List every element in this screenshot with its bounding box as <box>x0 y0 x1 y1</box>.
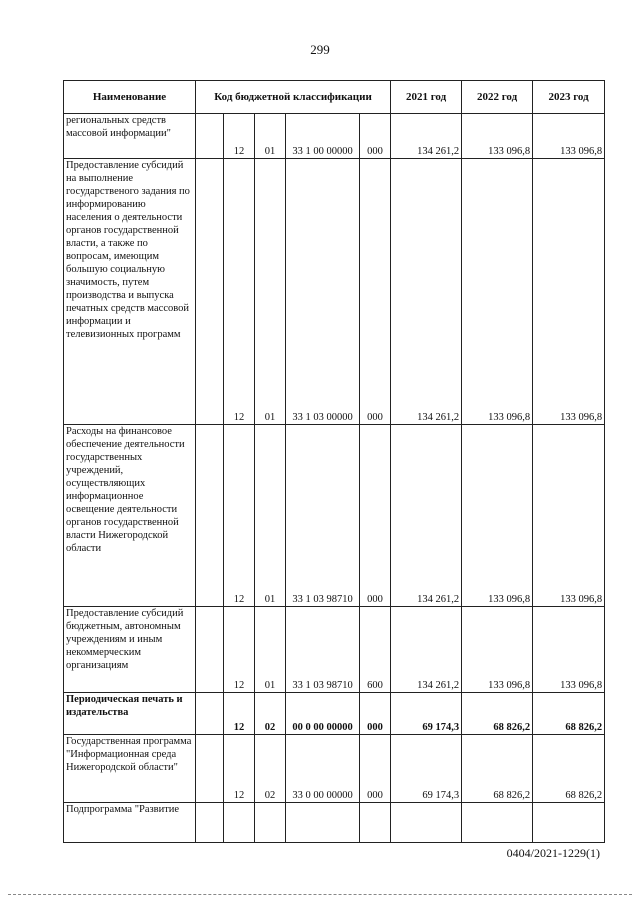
row-expense-type: 000 <box>360 735 391 803</box>
header-2021: 2021 год <box>391 81 462 114</box>
row-section: 12 <box>224 114 255 159</box>
row-section: 12 <box>224 735 255 803</box>
row-subsection: 02 <box>255 735 286 803</box>
row-target-code: 33 1 03 98710 <box>286 607 360 693</box>
row-value-2021: 134 261,2 <box>391 159 462 425</box>
row-expense-type <box>360 803 391 843</box>
table-row <box>64 693 605 735</box>
row-value-2021: 134 261,2 <box>391 114 462 159</box>
row-subsection: 01 <box>255 425 286 607</box>
row-name: региональных средств массовой информации" <box>64 114 196 159</box>
table-header-row <box>64 81 605 114</box>
page-number: 299 <box>310 42 330 57</box>
row-value-2023: 68 826,2 <box>533 735 605 803</box>
table-row <box>64 425 605 607</box>
row-value-2022 <box>462 803 533 843</box>
row-value-2023: 133 096,8 <box>533 159 605 425</box>
row-value-2022: 133 096,8 <box>462 159 533 425</box>
table-body <box>64 114 605 843</box>
row-name: Подпрограмма "Развитие <box>64 803 196 843</box>
row-value-2023: 133 096,8 <box>533 114 605 159</box>
row-subsection: 01 <box>255 159 286 425</box>
row-section <box>224 803 255 843</box>
header-2022: 2022 год <box>462 81 533 114</box>
row-blank <box>196 803 224 843</box>
row-name: Предоставление субсидий на выполнение государственого задания по информированию населения о деятельности органов государственной власти, а также по вопросам, имеющим большую социальную значимость, путем производства и выпуска печатных средств массовой информации и телевизионных программ <box>64 159 196 425</box>
row-subsection: 02 <box>255 693 286 735</box>
row-value-2023: 133 096,8 <box>533 425 605 607</box>
row-value-2021: 69 174,3 <box>391 693 462 735</box>
header-code: Код бюджетной классификации <box>196 81 391 114</box>
row-subsection: 01 <box>255 607 286 693</box>
row-section: 12 <box>224 693 255 735</box>
row-name: Государственная программа "Информационная среда Нижегородской области" <box>64 735 196 803</box>
row-name: Предоставление субсидий бюджетным, автономным учреждениям и иным некоммерческим организациям <box>64 607 196 693</box>
document-number: 0404/2021-1229(1) <box>506 846 600 860</box>
row-section: 12 <box>224 159 255 425</box>
row-value-2022: 68 826,2 <box>462 693 533 735</box>
row-name: Расходы на финансовое обеспечение деятельности государственных учреждений, осуществляющих информационное освещение деятельности органов государственной власти Нижегородской области <box>64 425 196 607</box>
row-value-2021: 134 261,2 <box>391 607 462 693</box>
row-section: 12 <box>224 607 255 693</box>
header-name: Наименование <box>64 81 196 114</box>
row-value-2021: 69 174,3 <box>391 735 462 803</box>
row-value-2021: 134 261,2 <box>391 425 462 607</box>
row-blank <box>196 159 224 425</box>
row-blank <box>196 735 224 803</box>
row-target-code: 33 0 00 00000 <box>286 735 360 803</box>
budget-table <box>63 80 605 843</box>
table-row <box>64 114 605 159</box>
row-expense-type: 000 <box>360 114 391 159</box>
row-value-2022: 133 096,8 <box>462 425 533 607</box>
row-value-2022: 133 096,8 <box>462 114 533 159</box>
row-value-2023 <box>533 803 605 843</box>
scan-edge-line <box>8 894 632 895</box>
row-expense-type: 000 <box>360 425 391 607</box>
row-value-2022: 68 826,2 <box>462 735 533 803</box>
row-expense-type: 000 <box>360 159 391 425</box>
header-2023: 2023 год <box>533 81 605 114</box>
row-value-2023: 133 096,8 <box>533 607 605 693</box>
row-value-2022: 133 096,8 <box>462 607 533 693</box>
row-subsection <box>255 803 286 843</box>
row-value-2021 <box>391 803 462 843</box>
row-blank <box>196 607 224 693</box>
row-name: Периодическая печать и издательства <box>64 693 196 735</box>
row-target-code: 00 0 00 00000 <box>286 693 360 735</box>
table-row <box>64 607 605 693</box>
row-section: 12 <box>224 425 255 607</box>
row-blank <box>196 114 224 159</box>
row-target-code: 33 1 00 00000 <box>286 114 360 159</box>
row-blank <box>196 425 224 607</box>
row-expense-type: 600 <box>360 607 391 693</box>
row-target-code <box>286 803 360 843</box>
row-subsection: 01 <box>255 114 286 159</box>
row-target-code: 33 1 03 98710 <box>286 425 360 607</box>
row-expense-type: 000 <box>360 693 391 735</box>
table-row <box>64 803 605 843</box>
row-target-code: 33 1 03 00000 <box>286 159 360 425</box>
table-row <box>64 159 605 425</box>
row-blank <box>196 693 224 735</box>
row-value-2023: 68 826,2 <box>533 693 605 735</box>
table-row <box>64 735 605 803</box>
